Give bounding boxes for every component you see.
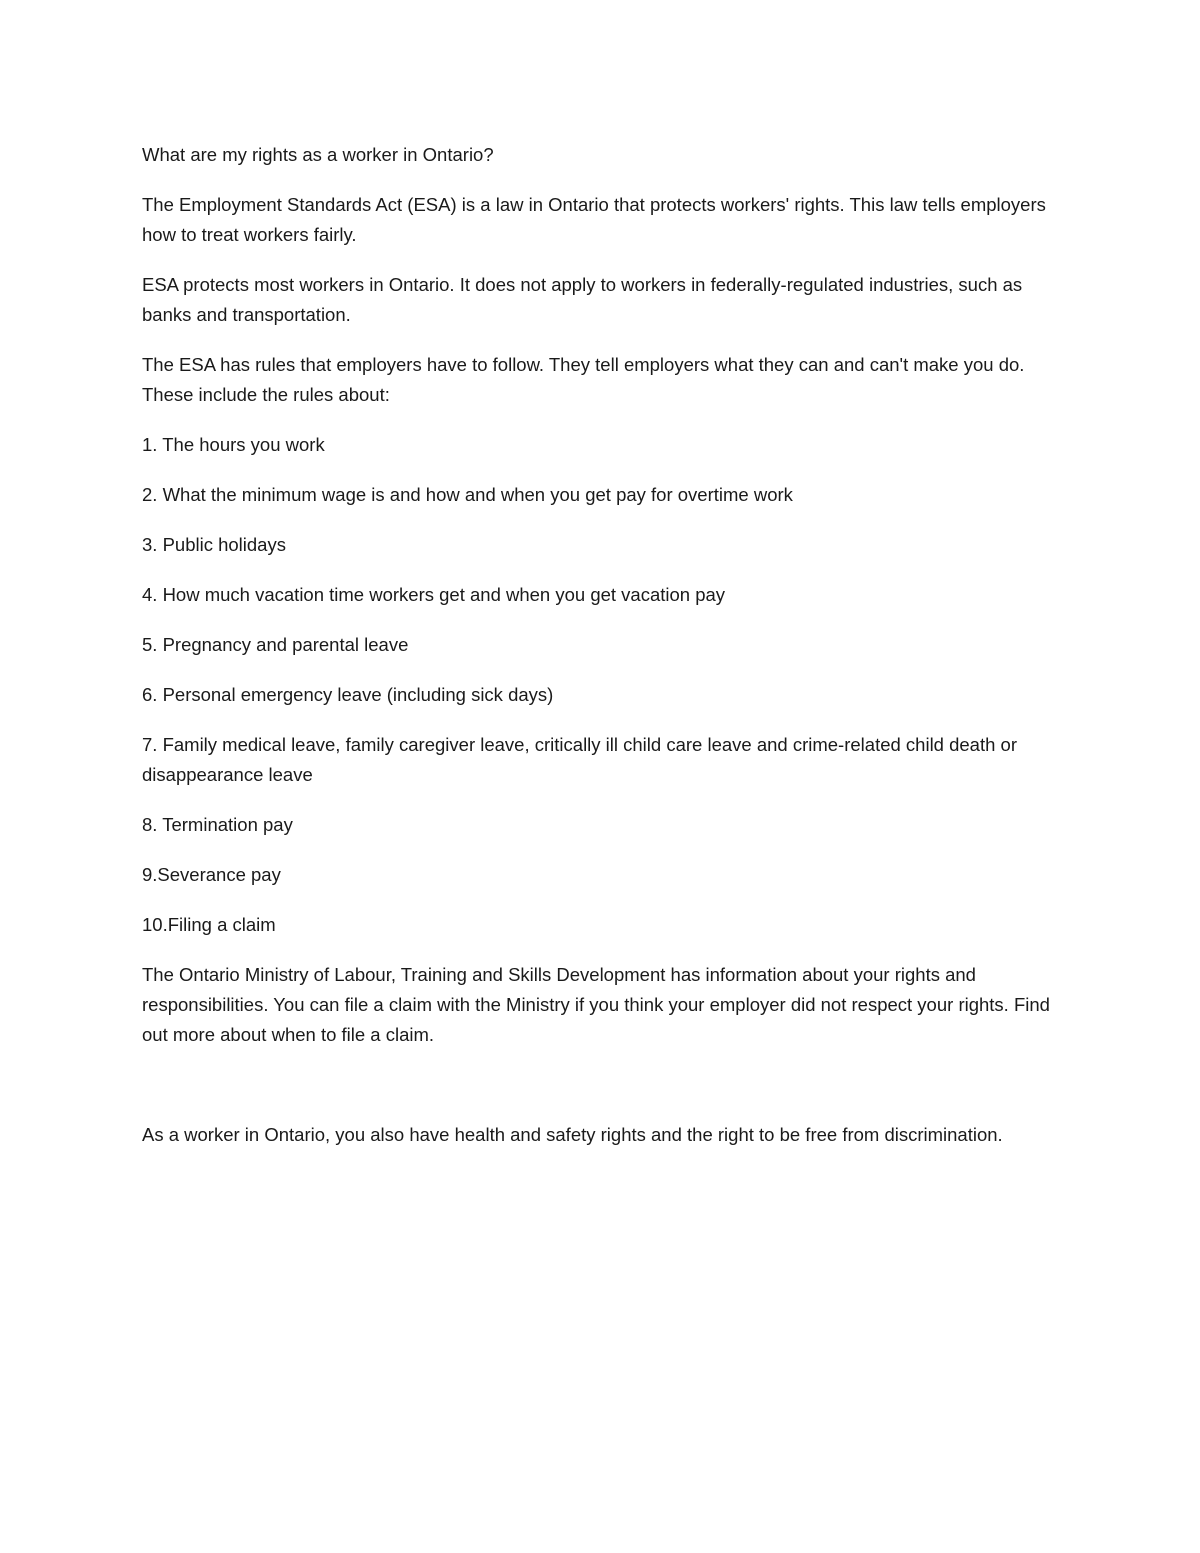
- list-item: 2. What the minimum wage is and how and when you get pay for overtime work: [142, 484, 793, 505]
- ministry-paragraph: The Ontario Ministry of Labour, Training and Skills Development has information about your rights and responsibilities. You can file a claim with the Ministry if you think your employer did not respect your rights. Find out more about when to file a claim.: [142, 964, 1050, 1045]
- closing-paragraph: As a worker in Ontario, you also have health and safety rights and the right to be free from discrimination.: [142, 1124, 1003, 1145]
- document-body: [142, 140, 1062, 1170]
- list-item: 7. Family medical leave, family caregiver leave, critically ill child care leave and crime-related child death or disappearance leave: [142, 734, 1017, 785]
- list-item: 5. Pregnancy and parental leave: [142, 634, 409, 655]
- list-item: 6. Personal emergency leave (including sick days): [142, 684, 554, 705]
- list-item: 3. Public holidays: [142, 534, 286, 555]
- list-item: 8. Termination pay: [142, 814, 293, 835]
- intro-paragraph: The Employment Standards Act (ESA) is a law in Ontario that protects workers' rights. This law tells employers how to treat workers fairly.: [142, 194, 1046, 245]
- rules-list: [142, 430, 1062, 940]
- coverage-paragraph: ESA protects most workers in Ontario. It does not apply to workers in federally-regulated industries, such as banks and transportation.: [142, 274, 1023, 325]
- rules-intro-paragraph: The ESA has rules that employers have to follow. They tell employers what they can and can't make you do. These include the rules about:: [142, 354, 1025, 405]
- list-item: 1. The hours you work: [142, 434, 325, 455]
- list-item: 4. How much vacation time workers get and when you get vacation pay: [142, 584, 726, 605]
- list-item: 9.Severance pay: [142, 864, 281, 885]
- document-title: What are my rights as a worker in Ontario?: [142, 144, 494, 165]
- list-item: 10.Filing a claim: [142, 914, 276, 935]
